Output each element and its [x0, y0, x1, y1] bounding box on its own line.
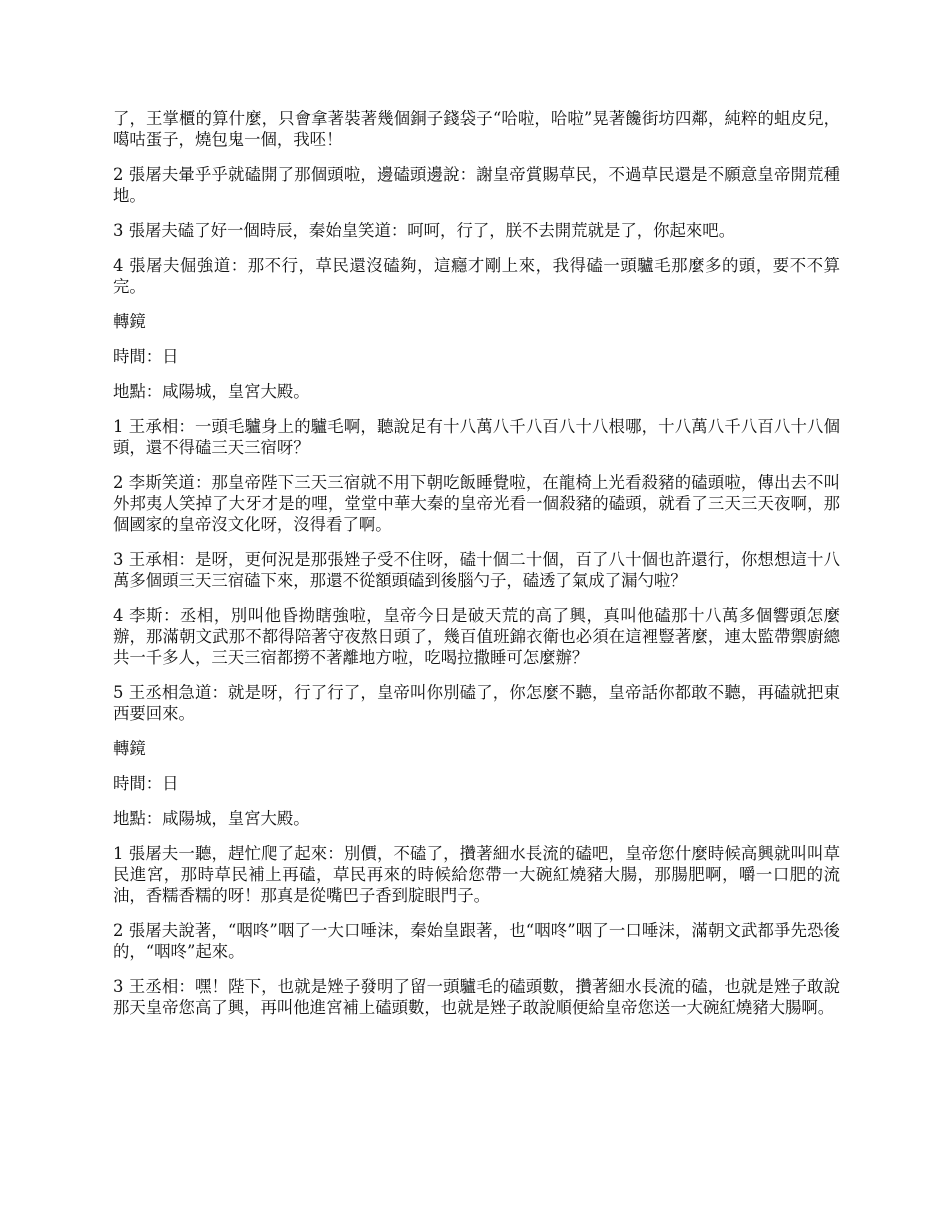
paragraph-18: 3 王丞相：嘿！陛下，也就是矬子發明了留一頭驢毛的磕頭數，攢著細水長流的磕，也就是矬子敢說那天皇帝您高了興，再叫他進宮補上磕頭數，也就是矬子敢說順便給皇帝您送一大碗紅燒豬大腸啊。 [113, 977, 840, 1017]
paragraph-17: 2 張屠夫說著，“咽咚”咽了一大口唾沫，秦始皇跟著，也“咽咚”咽了一口唾沫，滿朝文武都爭先恐後的，“咽咚”起來。 [113, 921, 840, 961]
paragraph-11: 4 李斯：丞相，別叫他昏拗瞎強啦，皇帝今日是破天荒的高了興，真叫他磕那十八萬多個響頭怎麼辦，那滿朝文武那不都得陪著守夜熬日頭了，幾百值班錦衣衛也必須在這裡豎著麼，連太監帶禦廚總共一千多人，三天三宿都撈不著離地方啦，吃喝拉撒睡可怎麼辦？ [113, 606, 840, 667]
paragraph-2: 2 張屠夫暈乎乎就磕開了那個頭啦，邊磕頭邊說：謝皇帝賞賜草民，不過草民還是不願意皇帝開荒種地。 [113, 165, 840, 205]
scene-transition: 轉鏡 [113, 739, 146, 758]
paragraph-3: 3 張屠夫磕了好一個時辰，秦始皇笑道：呵呵，行了，朕不去開荒就是了，你起來吧。 [113, 221, 736, 240]
paragraph-8: 1 王承相：一頭毛驢身上的驢毛啊，聽說足有十八萬八千八百八十八根哪，十八萬八千八百八十八個頭，還不得磕三天三宿呀？ [113, 417, 840, 457]
paragraph-9: 2 李斯笑道：那皇帝陛下三天三宿就不用下朝吃飯睡覺啦，在龍椅上光看殺豬的磕頭啦，傳出去不叫外邦夷人笑掉了大牙才是的哩，堂堂中華大秦的皇帝光看一個殺豬的磕頭，就看了三天三天夜啊，那個國家的皇帝沒文化呀，沒得看了啊。 [113, 473, 840, 534]
paragraph-4: 4 張屠夫倔強道：那不行，草民還沒磕夠，這癮才剛上來，我得磕一頭驢毛那麼多的頭，要不不算完。 [113, 256, 840, 296]
paragraph-16: 1 張屠夫一聽，趕忙爬了起來：別價，不磕了，攢著細水長流的磕吧，皇帝您什麼時候高興就叫叫草民進宮，那時草民補上再磕，草民再來的時候給您帶一大碗紅燒豬大腸，那腸肥啊，嚼一口肥的流油，香糯香糯的呀！那真是從嘴巴子香到腚眼門子。 [113, 844, 840, 905]
scene-transition: 轉鏡 [113, 312, 146, 331]
paragraph-10: 3 王承相：是呀，更何況是那張矬子受不住呀，磕十個二十個，百了八十個也許還行，你想想這十八萬多個頭三天三宿磕下來，那還不從額頭磕到後腦勺子，磕透了氣成了漏勺啦？ [113, 550, 840, 590]
scene-time: 時間：日 [113, 347, 179, 366]
document-body [113, 108, 840, 1032]
paragraph-1: 了，王掌櫃的算什麼，只會拿著裝著幾個銅子錢袋子“哈啦，哈啦”晃著饞街坊四鄰，純粹的蛆皮兒，噶咕蛋子，燒包鬼一個，我呸！ [113, 109, 840, 149]
scene-time: 時間：日 [113, 774, 179, 793]
scene-location: 地點：咸陽城，皇宮大殿。 [113, 382, 310, 401]
paragraph-12: 5 王丞相急道：就是呀，行了行了，皇帝叫你別磕了，你怎麼不聽，皇帝話你都敢不聽，再磕就把東西要回來。 [113, 683, 840, 723]
scene-location: 地點：咸陽城，皇宮大殿。 [113, 809, 310, 828]
